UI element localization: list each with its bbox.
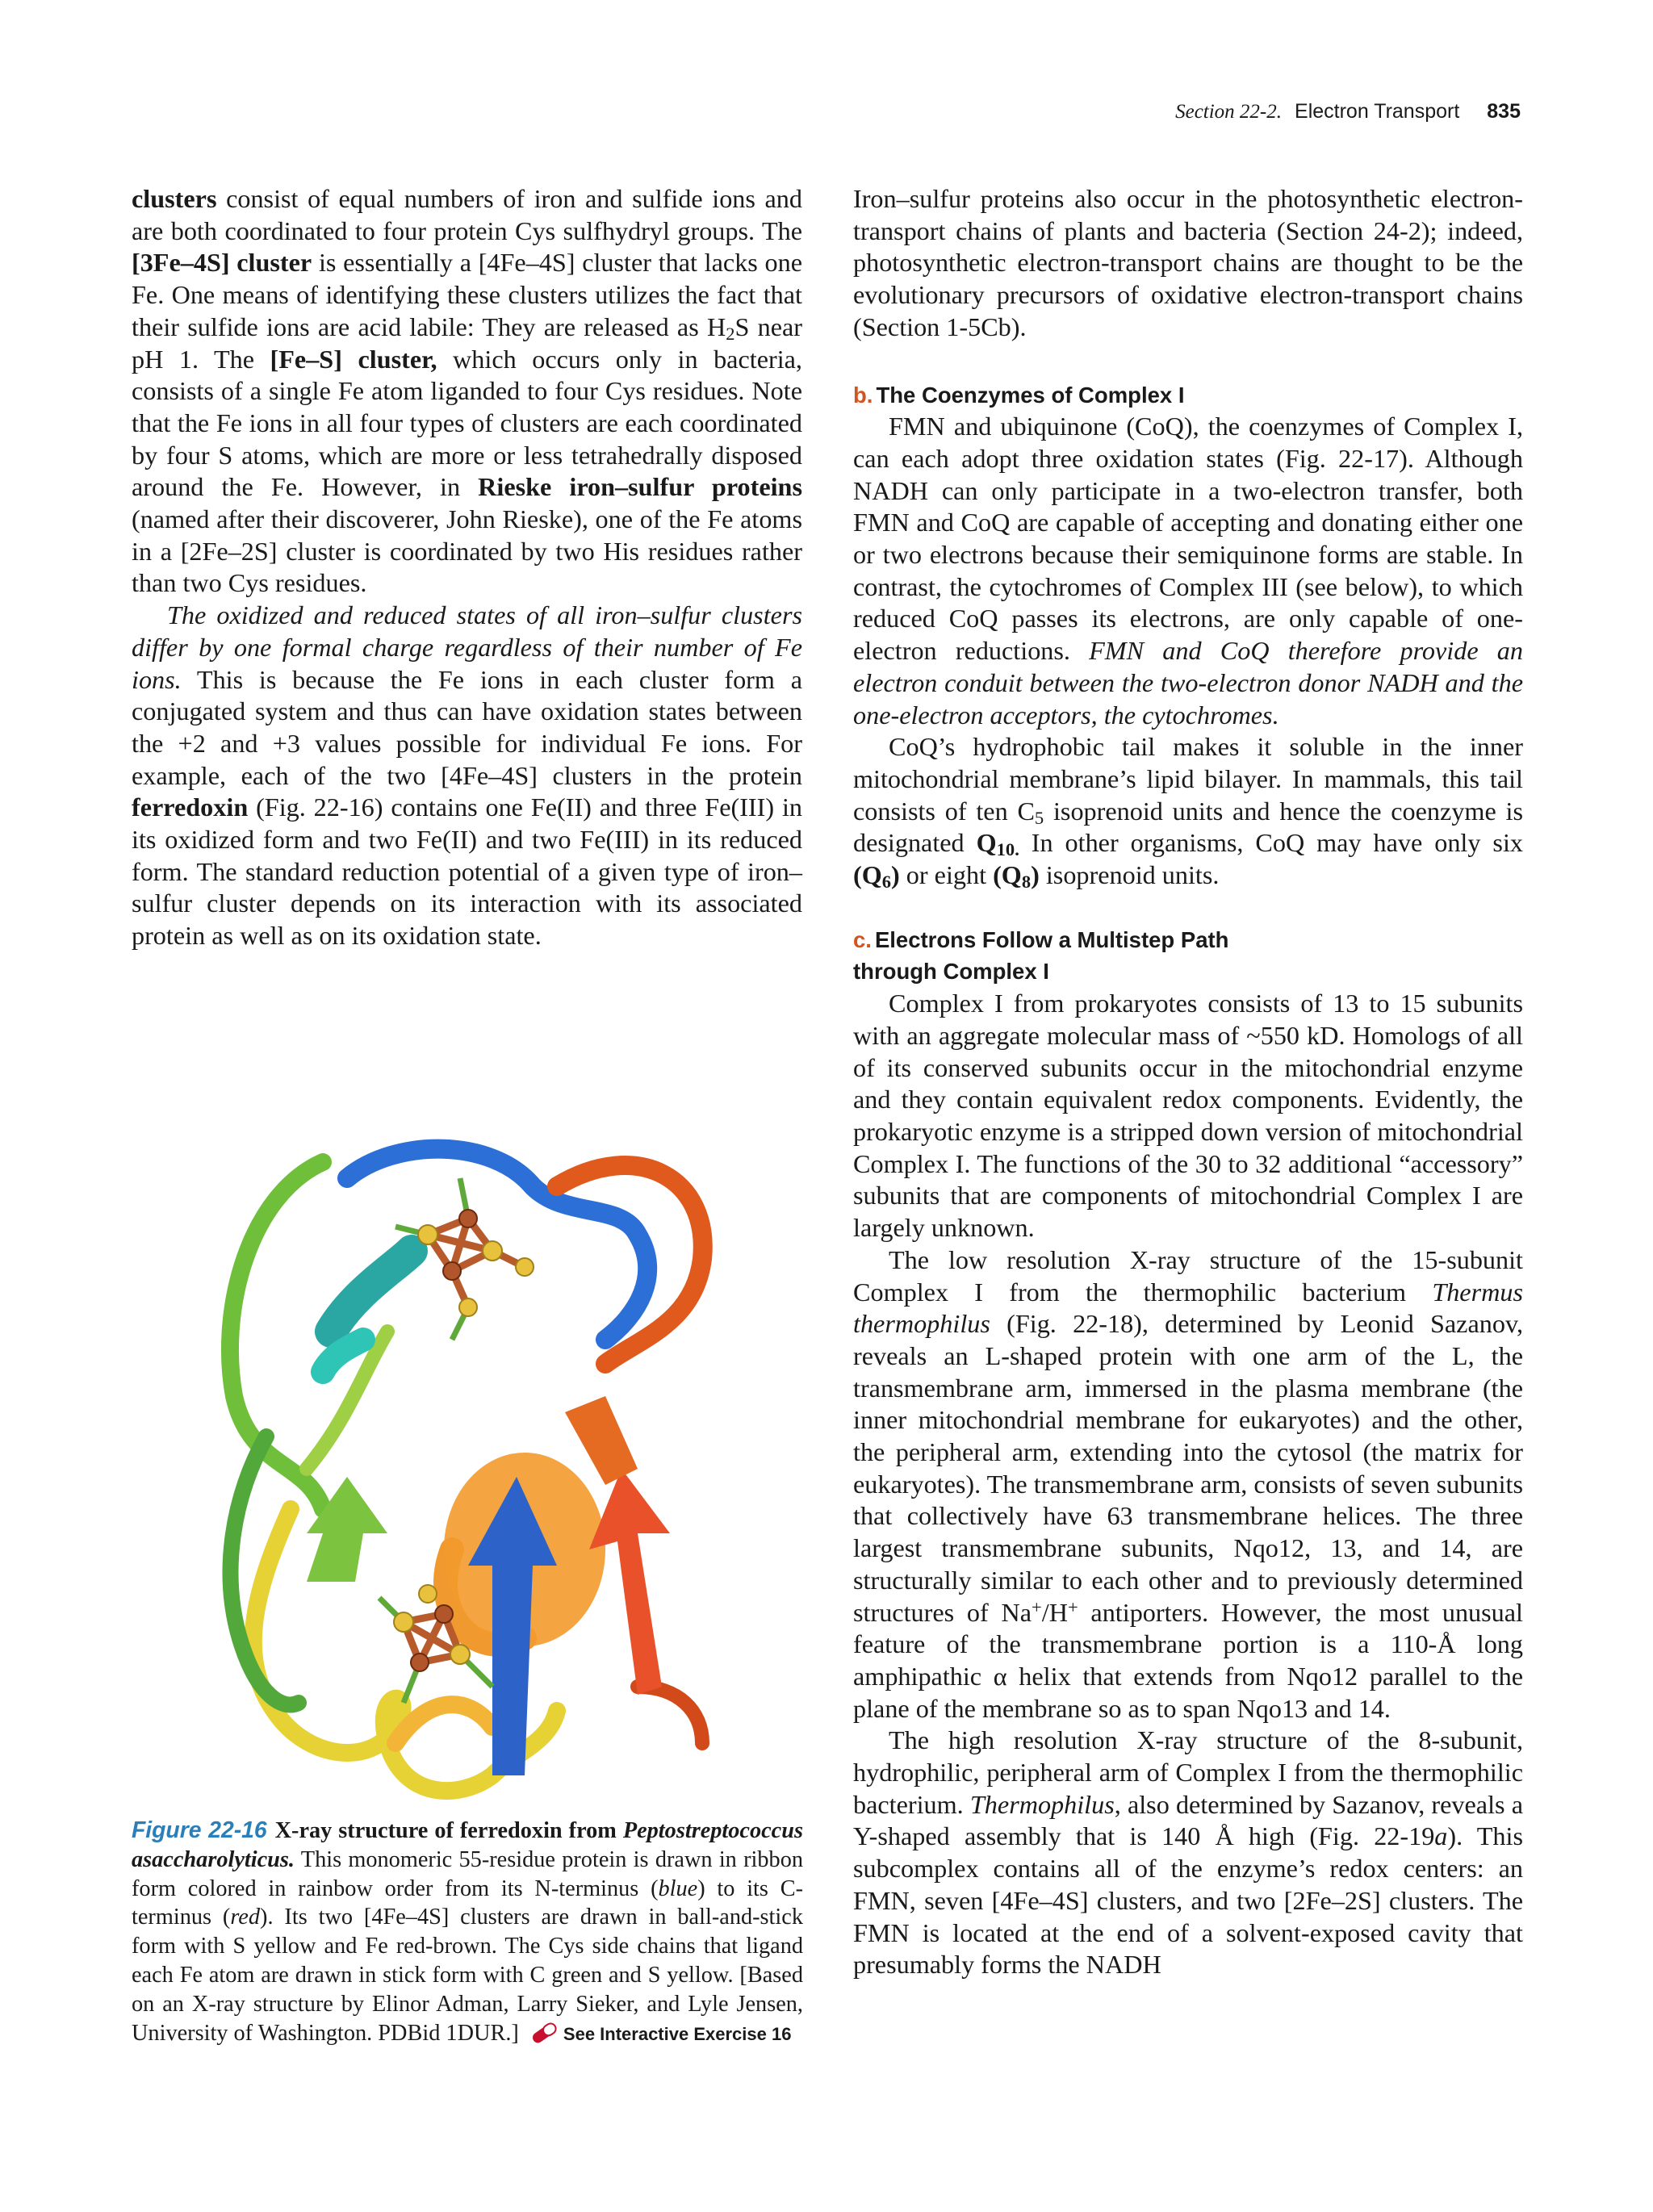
right-column: [853, 183, 1523, 1981]
paragraph: The high resolution X-ray structure of the 8-subunit, hydrophilic, peripheral arm of Complex I from the thermophilic bacterium. Thermophilus, also determined by Sazanov, reveals a Y-shaped assembly that is 140 Å high (Fig. 22-19a). This subcomplex contains all of the enzyme’s redox centers: an FMN, seven [4Fe–4S] clusters, and two [2Fe–2S] clusters. The FMN is located at the end of a solvent-exposed cavity that presumably forms the NADH: [853, 1725, 1524, 1980]
running-header: [1175, 100, 1521, 123]
page-number: 835: [1487, 100, 1521, 123]
paragraph: FMN and ubiquinone (CoQ), the coenzymes of Complex I, can each adopt three oxidation states (Fig. 22-17). Although NADH can only participate in a two-electron transfer, both FMN and CoQ are capable of accepting and donating either one or two electrons because their semiquinone forms are stable. In contrast, the cytochromes of Complex III (see below), to which reduced CoQ passes its electrons, are only capable of one-electron reductions. FMN and CoQ therefore provide an electron conduit between the two-electron donor NADH and the one-electron acceptors, the cytochromes.: [853, 412, 1523, 730]
ferredoxin-ribbon-figure: [186, 1130, 831, 1824]
paragraph: The oxidized and reduced states of all iron–sulfur clusters differ by one formal charge regardless of their number of Fe ions. This is because the Fe ions in each cluster form a conjugated system and thus can have oxidation states between the +2 and +3 values possible for individual Fe ions. For example, each of the two [4Fe–4S] clusters in the protein ferredoxin (Fig. 22-16) contains one Fe(II) and three Fe(III) in its oxidized form and two Fe(II) and two Fe(III) in its reduced form. The standard reduction potential of a given type of iron–sulfur cluster depends on its interaction with its associated protein as well as on its oxidation state.: [132, 600, 802, 951]
paragraph: Complex I from prokaryotes consists of 13 to 15 subunits with an aggregate molecular mass of ~550 kD. Homologs of all of its conserved subunits occur in the mitochondrial enzyme and they contain equivalent redox components. Evidently, the prokaryotic enzyme is a stripped down version of mitochondrial Complex I. The functions of the 30 to 32 additional “accessory” subunits that are components of mitochondrial Complex I are largely unknown.: [853, 989, 1523, 1243]
paragraph: Iron–sulfur proteins also occur in the photosynthetic electron-transport chains of plants and bacteria (Section 24-2); indeed, photosynthetic electron-transport chains are thought to be the evolutionary precursors of oxidative electron-transport chains (Section 1-5Cb).: [853, 184, 1523, 341]
paragraph: CoQ’s hydrophobic tail makes it soluble in the inner mitochondrial membrane’s lipid bilayer. In mammals, this tail consists of ten $C_5$ isoprenoid units and hence the coenzyme is designated $Q_{10.}$ In other organisms, CoQ may have only six $(Q_6)$ or eight $(Q_8)$ isoprenoid units.: [853, 732, 1523, 893]
left-column: [132, 183, 802, 952]
interactive-exercise-link[interactable]: See Interactive Exercise 16: [563, 2023, 792, 2044]
figure-label: Figure 22-16: [132, 1817, 267, 1842]
section-heading-c: c. Electrons Follow a Multistep Path through Complex I: [853, 926, 1229, 985]
section-heading-b: b. The Coenzymes of Complex I: [853, 382, 1185, 408]
paragraph: The low resolution X-ray structure of the 15-subunit Complex I from the thermophilic bacterium Thermus thermophilus (Fig. 22-18), determined by Leonid Sazanov, reveals an L-shaped protein with one arm of the L, the transmembrane arm, immersed in the plasma membrane (the inner mitochondrial membrane for eukaryotes) and the other, the peripheral arm, extending into the cytosol (the matrix for eukaryotes). The transmembrane arm, consists of seven subunits that collectively have 63 transmembrane helices. The three largest transmembrane subunits, Nqo12, 13, and 14, are structurally similar to each other and to previously determined structures of Na+/H+ antiporters. However, the most unusual feature of the transmembrane portion is a 110-Å long amphipathic α helix that extends from Nqo12 parallel to the plane of the membrane so as to span Nqo13 and 14.: [853, 1244, 1523, 1723]
section-title: Electron Transport: [1295, 100, 1460, 123]
section-label: Section 22-2.: [1175, 101, 1283, 123]
pill-capsule-icon: [529, 2021, 559, 2053]
paragraph: clusters consist of equal numbers of iron and sulfide ions and are both coordinated to four protein Cys sulfhydryl groups. The [3Fe–4S] cluster is essentially a [4Fe–4S] cluster that lacks one Fe. One means of identifying these clusters utilizes the fact that their sulfide ions are acid labile: They are released as $H_2S$ near pH 1. The [Fe–S] cluster, which occurs only in bacteria, consists of a single Fe atom liganded to four Cys residues. Note that the Fe ions in all four types of clusters are each coordinated by four S atoms, which are more or less tetrahedrally disposed around the Fe. However, in Rieske iron–sulfur proteins (named after their discoverer, John Rieske), one of the Fe atoms in a [2Fe–2S] cluster is coordinated by two His residues rather than two Cys residues.: [132, 184, 803, 598]
ferredoxin-structure-image: [186, 1130, 831, 1824]
figure-caption: Figure 22-16 X-ray structure of ferredoxin from Peptostreptococcus asaccharolyticus. This monomeric 55-residue protein is drawn in ribbon form colored in rainbow order from its N-terminus (blue) to its C-terminus (red). Its two [4Fe–4S] clusters are drawn in ball-and-stick form with S yellow and Fe red-brown. The Cys side chains that ligand each Fe atom are drawn in stick form with C green and S yellow. [Based on an X-ray structure by Elinor Adman, Larry Sieker, and Lyle Jensen, University of Washington. PDBid 1DUR.] See Interactive Exercise 16: [132, 1816, 803, 2052]
